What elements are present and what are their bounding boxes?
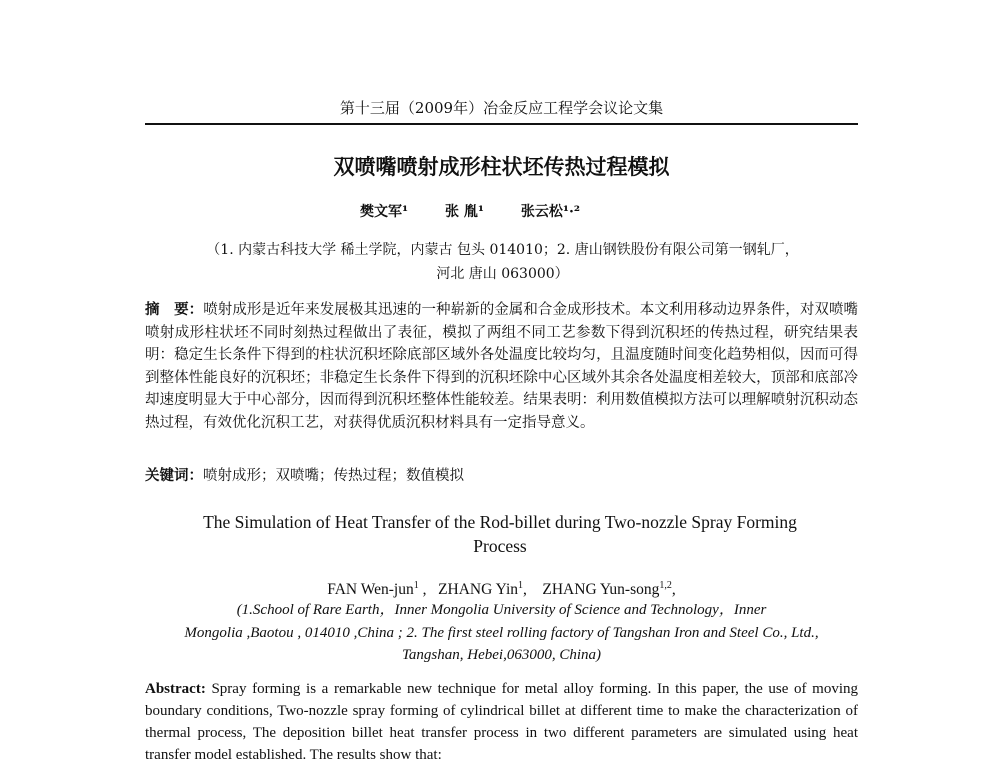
author-cn-3: 张云松¹·² <box>520 204 581 220</box>
chinese-title: 双喷嘴喷射成形柱状坯传热过程模拟 <box>333 155 670 179</box>
header-rule <box>145 123 858 125</box>
english-abstract: Abstract: Spray forming is a remarkable new technique for metal alloy forming. In this paper, the use of moving boundary conditions, Two-nozzle spray forming of cylindrical billet at different time to make the characterization of thermal process, The deposition billet heat transfer process in two different parameters are simulated using heat transfer model established. The results show that: <box>145 681 858 763</box>
author-en-2: ZHANG Yin$^1$ <box>438 580 524 599</box>
author-en-3: ZHANG Yun-song$^{1,2}$ <box>542 580 672 599</box>
abstract-en-label: Abstract <box>145 681 201 697</box>
author-en-1: FAN Wen-jun$^1$ <box>327 580 419 599</box>
english-title-line2: Process <box>473 536 527 556</box>
abstract-cn-label: 摘 要： <box>145 302 204 318</box>
author-cn-1: 樊文军¹ <box>360 204 409 220</box>
english-title-line1: The Simulation of Heat Transfer of the Rod-billet during Two-nozzle Spray Forming <box>203 512 797 532</box>
keywords-cn-text: 喷射成形；双喷嘴；传热过程；数值模拟 <box>203 468 464 484</box>
keywords-cn-label: 关键词： <box>145 468 203 484</box>
affiliation-en-line3: Tangshan, Hebei,063000, China) <box>401 647 602 663</box>
english-title <box>165 510 835 558</box>
chinese-abstract <box>145 299 858 434</box>
abstract-en-text: Spray forming is a remarkable new technique for metal alloy forming. In this paper, the use of moving boundary conditions, Two-nozzle spray forming of cylindrical billet at different time to make the characterization of thermal process, The deposition billet heat transfer process in two different parameters are simulated using heat transfer model established. The results show that: <box>145 681 858 763</box>
author-cn-2: 张 胤¹ <box>445 204 485 220</box>
affiliation-en-line1: (1.School of Rare Earth，Inner Mongolia University of Science and Technology，Inner <box>236 602 767 618</box>
abstract-cn-text: 喷射成形是近年来发展极其迅速的一种崭新的金属和合金成形技术。本文利用移动边界条件，对双喷嘴喷射成形柱状坯不同时刻热过程做出了表征，模拟了两组不同工艺参数下得到沉积坯的传热过程，研究结果表明：稳定生长条件下得到的柱状沉积坯除底部区域外各处温度比较均匀，且温度随时间变化趋势相似，因而可得到整体性能良好的沉积坯；非稳定生长条件下得到的沉积坯除中心区域外其余各处温度相差较大，顶部和底部冷却速度明显大于中心部分，因而得到沉积坯整体性能较差。结果表明：利用数值模拟方法可以理解喷射沉积动态热过程，有效优化沉积工艺，对获得优质沉积材料具有一定指导意义。 <box>145 302 859 431</box>
chinese-keywords <box>145 465 858 487</box>
proceedings-header: 第十三届（2009年）冶金反应工程学会议论文集 <box>339 99 664 117</box>
chinese-authors <box>360 201 660 223</box>
english-authors: FAN Wen-jun$^1$ , ZHANG Yin$^1$, ZHANG Yun-song$^{1,2}$, <box>327 580 676 599</box>
chinese-affiliation <box>150 238 855 286</box>
affiliation-cn-line2: 河北 唐山 063000） <box>436 266 569 282</box>
affiliation-en-line2: Mongolia ,Baotou , 014010 ,China ; 2. The first steel rolling factory of Tangshan Iron and Steel Co., Ltd., <box>184 624 819 641</box>
affiliation-cn-line1: （1. 内蒙古科技大学 稀土学院，内蒙古 包头 014010；2. 唐山钢铁股份有限公司第一钢轧厂， <box>206 242 799 258</box>
english-affiliation <box>145 599 858 667</box>
